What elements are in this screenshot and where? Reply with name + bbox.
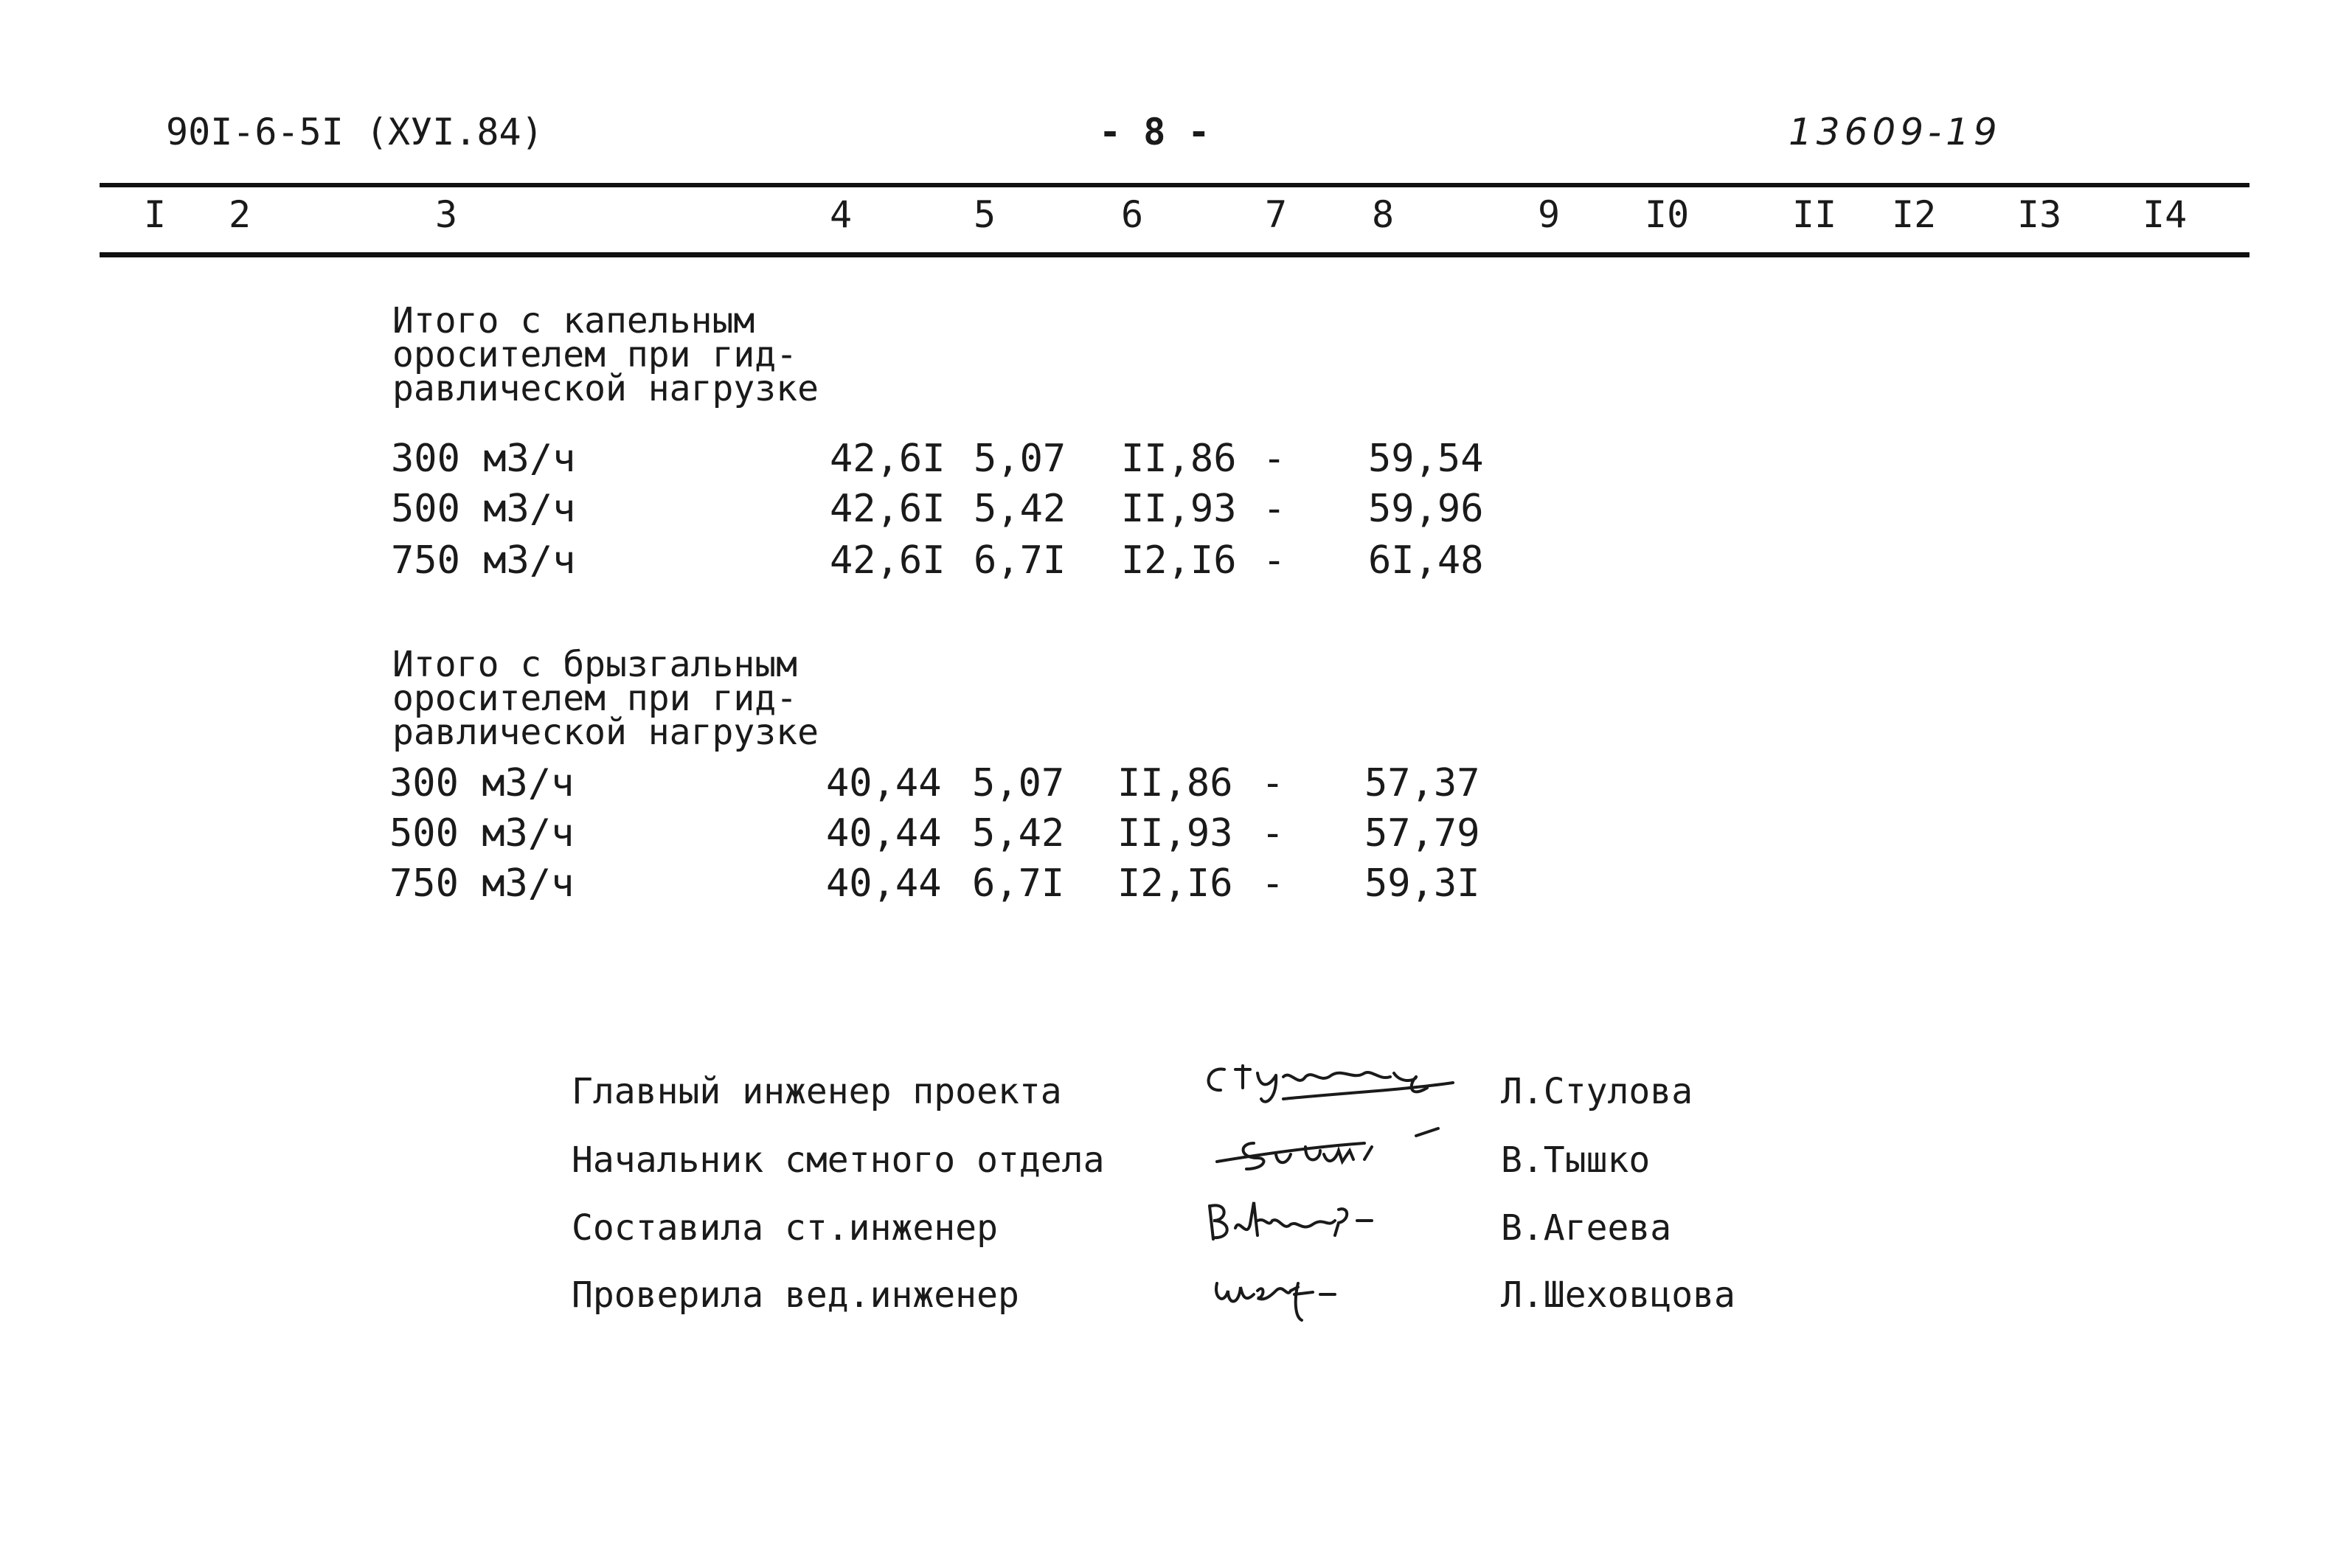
column-header: I0	[1645, 193, 1690, 236]
table-header-rule	[100, 252, 2249, 257]
value-cell: -	[1263, 437, 1286, 481]
value-cell: 40,44	[826, 761, 942, 805]
handwritten-signature	[1195, 1187, 1416, 1254]
group-title-line: Итого с капельным	[392, 300, 755, 341]
column-header: I	[144, 193, 167, 236]
column-header: 9	[1538, 193, 1561, 236]
column-header: 3	[435, 193, 458, 236]
signatory-name: В.Агеева	[1501, 1207, 1672, 1249]
value-cell: II,93	[1117, 811, 1233, 856]
value-cell: 59,54	[1368, 437, 1484, 481]
column-header: 7	[1265, 193, 1288, 236]
value-cell: 57,37	[1364, 761, 1480, 805]
group-title-line: оросителем при гид-	[392, 678, 798, 719]
value-cell: -	[1261, 811, 1285, 856]
column-header: 2	[229, 193, 251, 236]
load-cell: 750 м3/ч	[391, 538, 576, 583]
group-title-line: равлической нагрузке	[392, 368, 819, 409]
signatory-role: Главный инженер проекта	[572, 1071, 1062, 1112]
group-title-line: равлической нагрузке	[392, 712, 819, 753]
value-cell: I2,I6	[1117, 861, 1233, 906]
signatory-name: Л.Стулова	[1501, 1071, 1693, 1112]
value-cell: 5,42	[974, 487, 1066, 531]
value-cell: -	[1261, 861, 1285, 906]
value-cell: 40,44	[826, 811, 942, 856]
column-header: 4	[830, 193, 853, 236]
load-cell: 500 м3/ч	[389, 811, 575, 856]
document-code: 90I-6-5I (XУI.84)	[166, 111, 544, 153]
signatory-role: Составила ст.инженер	[572, 1207, 998, 1249]
handwritten-signature	[1195, 1047, 1460, 1114]
value-cell: 42,6I	[830, 538, 946, 583]
value-cell: I2,I6	[1121, 538, 1237, 583]
inventory-number: 13609-19	[1789, 111, 2002, 153]
column-header: I3	[2017, 193, 2062, 236]
signatory-role: Проверила вед.инженер	[572, 1274, 1019, 1316]
value-cell: 59,96	[1368, 487, 1484, 531]
load-cell: 750 м3/ч	[389, 861, 575, 906]
group-title	[392, 644, 819, 753]
signatory-name: В.Тышко	[1501, 1139, 1651, 1181]
column-header: 6	[1121, 193, 1144, 236]
value-cell: 42,6I	[830, 437, 946, 481]
column-header: 5	[974, 193, 996, 236]
value-cell: II,86	[1117, 761, 1233, 805]
column-header: I2	[1892, 193, 1937, 236]
value-cell: II,93	[1121, 487, 1237, 531]
table-top-rule	[100, 183, 2249, 187]
value-cell: 6I,48	[1368, 538, 1484, 583]
group-title-line: оросителем при гид-	[392, 334, 798, 375]
value-cell: -	[1263, 538, 1286, 583]
page-number: - 8 -	[1099, 111, 1210, 153]
value-cell: -	[1261, 761, 1285, 805]
column-header: 8	[1372, 193, 1395, 236]
value-cell: 57,79	[1364, 811, 1480, 856]
handwritten-signature	[1202, 1254, 1379, 1328]
value-cell: 59,3I	[1364, 861, 1480, 906]
signatory-role: Начальник сметного отдела	[572, 1139, 1105, 1181]
load-cell: 300 м3/ч	[389, 761, 575, 805]
group-title	[392, 300, 819, 409]
value-cell: 5,07	[972, 761, 1065, 805]
value-cell: -	[1263, 487, 1286, 531]
value-cell: 42,6I	[830, 487, 946, 531]
load-cell: 300 м3/ч	[391, 437, 576, 481]
signatory-name: Л.Шеховцова	[1501, 1274, 1735, 1316]
column-header: II	[1792, 193, 1837, 236]
column-header: I4	[2143, 193, 2188, 236]
load-cell: 500 м3/ч	[391, 487, 576, 531]
value-cell: 6,7I	[974, 538, 1066, 583]
value-cell: 6,7I	[972, 861, 1065, 906]
value-cell: 5,07	[974, 437, 1066, 481]
value-cell: 40,44	[826, 861, 942, 906]
value-cell: 5,42	[972, 811, 1065, 856]
group-title-line: Итого с брызгальным	[392, 644, 798, 685]
handwritten-signature	[1195, 1114, 1460, 1180]
value-cell: II,86	[1121, 437, 1237, 481]
